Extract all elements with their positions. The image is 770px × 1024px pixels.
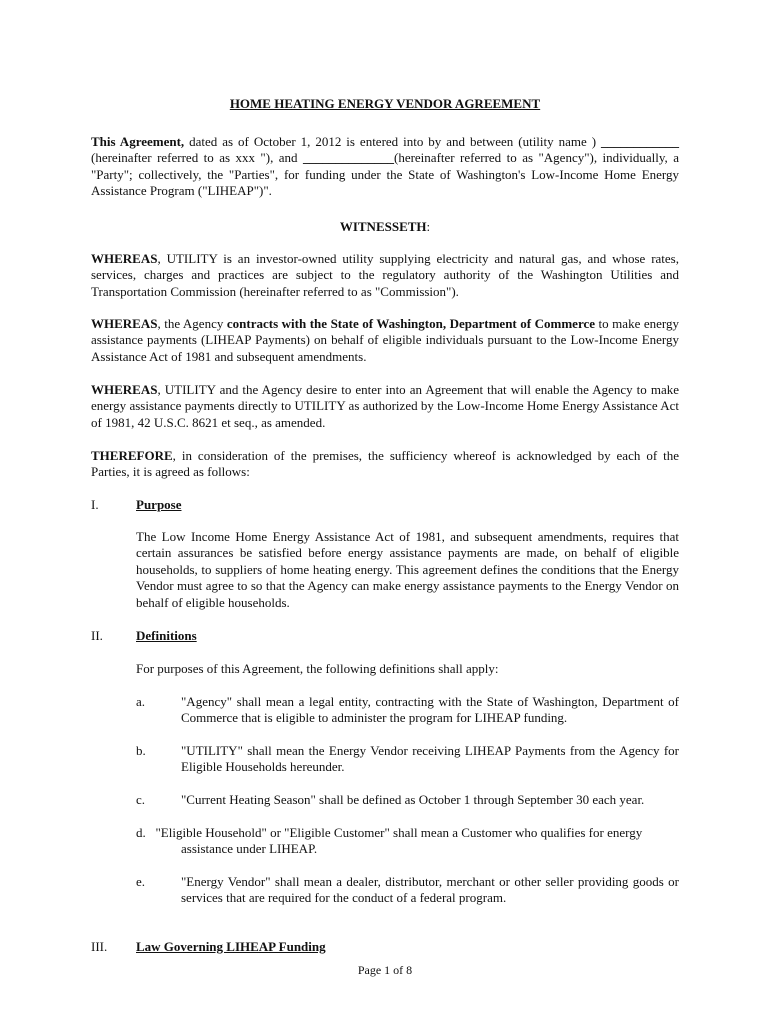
definition-e-marker: e. [136, 874, 146, 889]
definition-d [136, 825, 679, 858]
definition-b-text: "UTILITY" shall mean the Energy Vendor receiving LIHEAP Payments from the Agency for Eligible Households hereunder. [181, 743, 679, 775]
document-title: HOME HEATING ENERGY VENDOR AGREEMENT [229, 96, 541, 111]
definition-c-text: "Current Heating Season" shall be defined as October 1 through September 30 each year. [181, 792, 645, 807]
intro-line2a: (hereinafter referred to as xxx "), and [91, 150, 303, 166]
whereas-paragraph-2 [91, 316, 679, 365]
definition-b-marker: b. [136, 743, 146, 758]
section-3-heading: Law Governing LIHEAP Funding [136, 939, 326, 954]
definition-a-text: "Agency" shall mean a legal entity, contracting with the State of Washington, Department of Commerce that is eligible to administer the program for LIHEAP funding. [181, 694, 679, 726]
whereas-3-lead: WHEREAS [91, 382, 158, 397]
witnesseth-colon: : [426, 219, 431, 234]
section-3-number: III. [91, 939, 108, 954]
intro-paragraph [91, 134, 679, 200]
page-number-footer: Page 1 of 8 [357, 963, 413, 977]
definition-d-marker: d. [136, 825, 146, 840]
intro-line2b: (hereinafter referred to as [393, 150, 534, 166]
definition-c-marker: c. [136, 792, 146, 807]
section-1-number: I. [91, 497, 99, 512]
intro-line3: "Agency"), individually, a "Party"; collectively, the "Parties", for funding under the State of Washington's Low-Income Home Energy Assistance Program ("LIHEAP")". [91, 150, 680, 199]
section-2-intro: For purposes of this Agreement, the following definitions shall apply: [136, 661, 499, 676]
section-1-heading: Purpose [136, 497, 182, 512]
whereas-paragraph-3 [91, 382, 679, 431]
section-2-number: II. [91, 628, 103, 643]
intro-lead: This Agreement, [91, 134, 185, 149]
intro-line1: dated as of October 1, 2012 is entered into by and between (utility name ) [184, 134, 597, 149]
intro-blank-1: ____________ [601, 134, 680, 149]
whereas-3-text: , UTILITY and the Agency desire to enter into an Agreement that will enable the Agency to make energy assistance payments directly to UTILITY as authorized by the Low-Income Home Energy Assistance Act of 1981, 42 U.S.C. 8621 et seq., as amended. [91, 382, 679, 430]
whereas-2-text-a: , the Agency [157, 316, 227, 331]
therefore-lead: THEREFORE [91, 448, 173, 463]
witnesseth-word: WITNESSETH [339, 219, 427, 234]
intro-blank-2: ______________ [302, 150, 394, 166]
section-2-heading: Definitions [136, 628, 197, 643]
definition-d-text-first: "Eligible Household" or "Eligible Customer" shall mean a Customer who qualifies for energy [145, 825, 643, 840]
definition-d-text-rest: assistance under LIHEAP. [181, 841, 318, 857]
witnesseth-heading [0, 219, 770, 235]
whereas-1-text: , UTILITY is an investor-owned utility supplying electricity and natural gas, and whose rates, services, charges and practices are subject to the regulatory authority of the Washington Utilities and Transportation Commission (hereinafter referred to as "Commission"). [91, 251, 679, 299]
therefore-paragraph [91, 448, 679, 481]
whereas-2-lead: WHEREAS [91, 316, 158, 331]
definition-e-text: "Energy Vendor" shall mean a dealer, distributor, merchant or other seller providing goods or services that are required for the conduct of a federal program. [181, 874, 679, 906]
therefore-text: , in consideration of the premises, the sufficiency whereof is acknowledged by each of the Parties, it is agreed as follows: [91, 448, 679, 480]
definition-a-marker: a. [136, 694, 146, 709]
whereas-paragraph-1 [91, 251, 679, 300]
whereas-2-text-b: to make energy assistance payments (LIHEAP Payments) on behalf of eligible individuals pursuant to the Low-Income Energy Assistance Act of 1981 and subsequent amendments. [91, 316, 679, 364]
whereas-1-lead: WHEREAS [91, 251, 158, 266]
whereas-2-bold: contracts with the State of Washington, Department of Commerce [226, 316, 596, 331]
section-1-body: The Low Income Home Energy Assistance Act of 1981, and subsequent amendments, requires that certain assurances be satisfied before energy assistance payments are made, on behalf of eligible households, to suppliers of home heating energy. This agreement defines the conditions that the Energy Vendor must agree to so that the Agency can make energy assistance payments to the Energy Vendor on behalf of eligible households. [136, 529, 679, 610]
